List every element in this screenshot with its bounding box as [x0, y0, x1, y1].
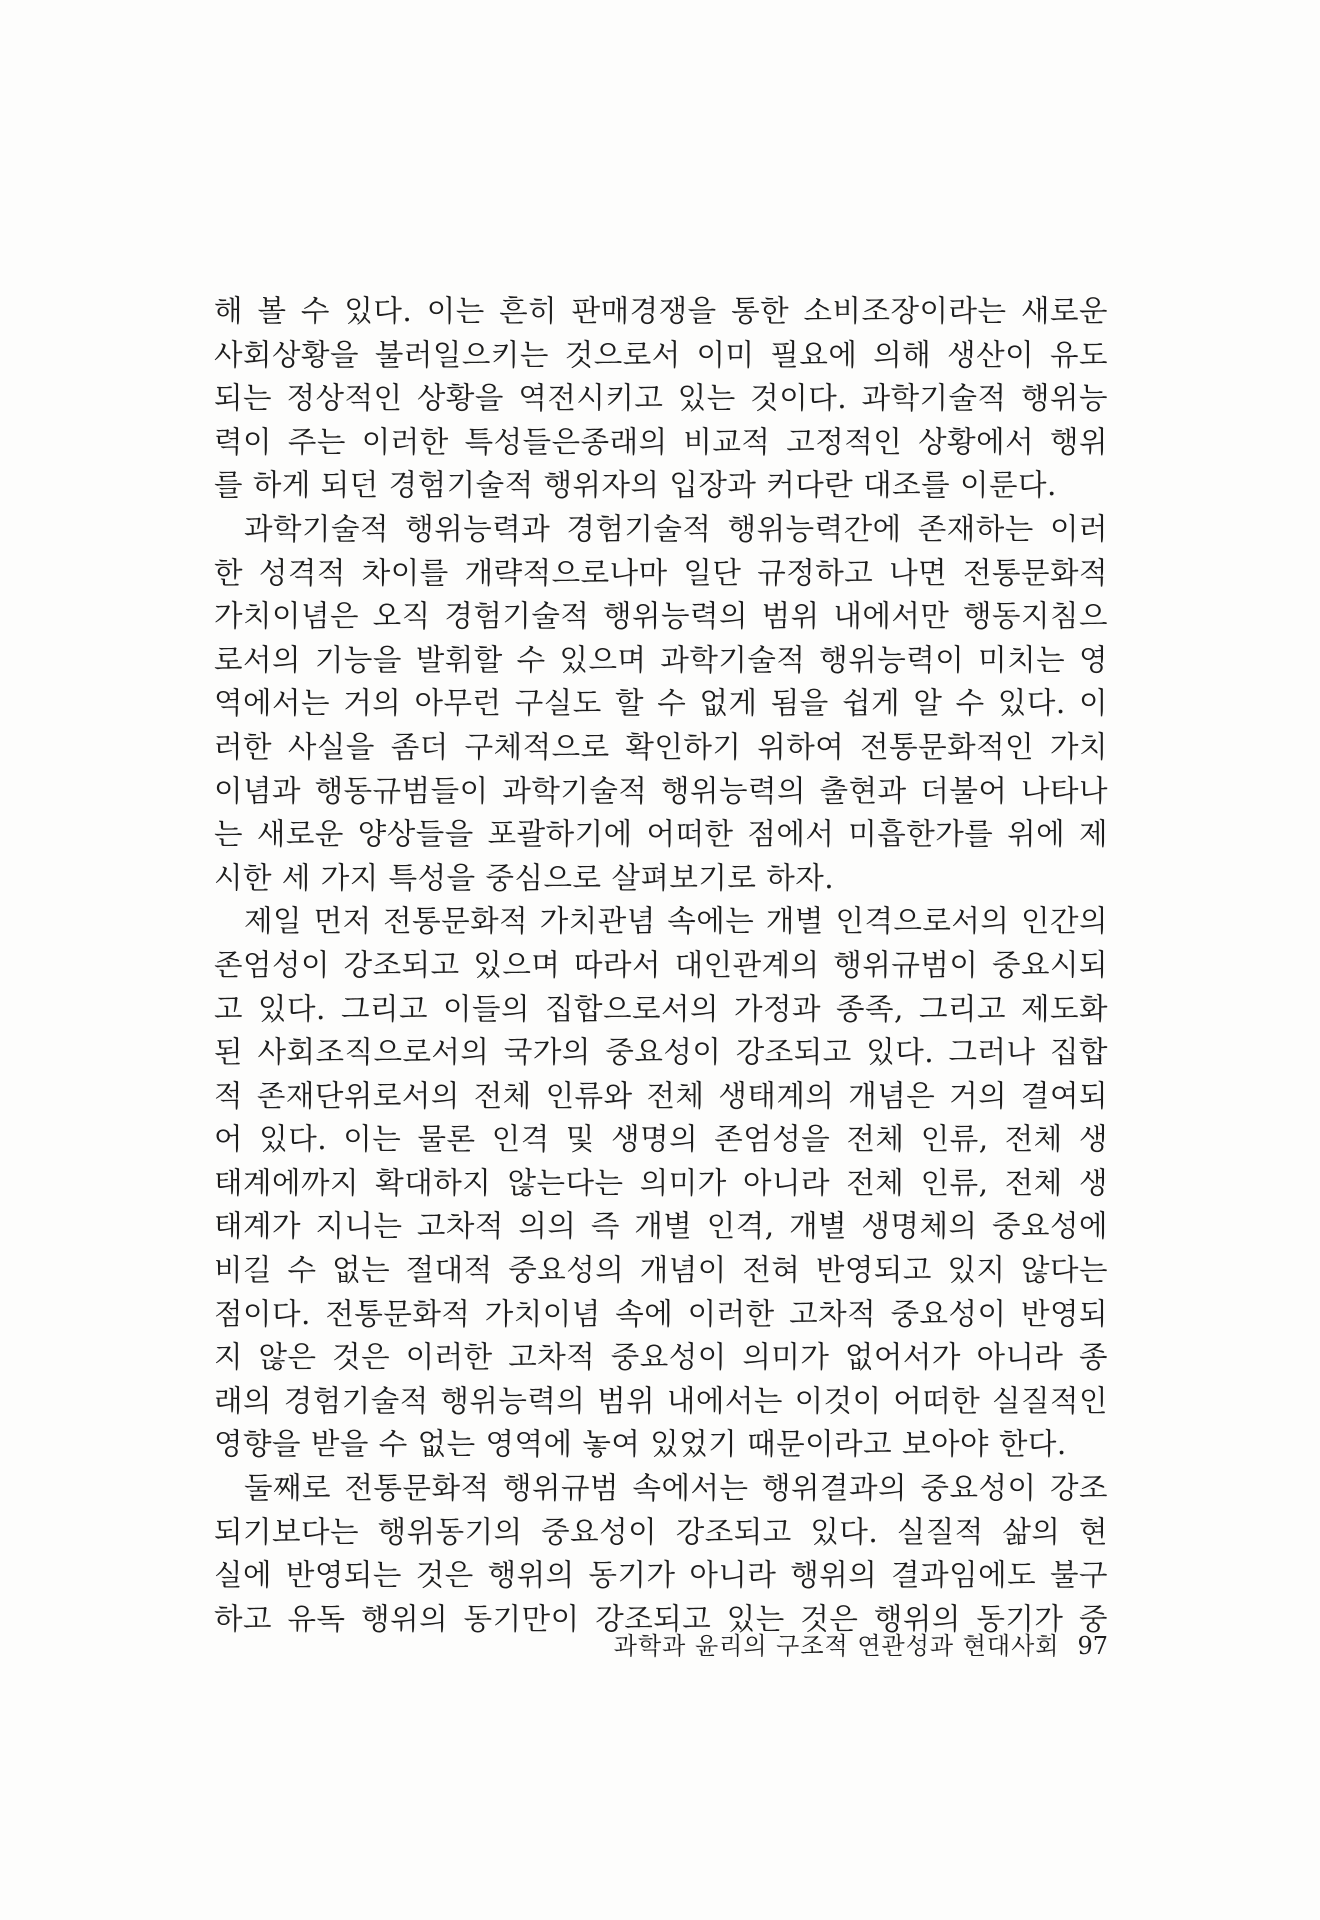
text-line: 사회상황을 불러일으키는 것으로서 이미 필요에 의해 생산이 유도	[214, 337, 1108, 372]
text-line: 고 있다. 그리고 이들의 집합으로서의 가정과 종족, 그리고 제도화	[214, 991, 1108, 1026]
text-line: 되기보다는 행위동기의 중요성이 강조되고 있다. 실질적 삶의 현	[214, 1514, 1108, 1549]
text-line: 존엄성이 강조되고 있으며 따라서 대인관계의 행위규범이 중요시되	[214, 947, 1108, 982]
body-text	[214, 290, 1108, 1641]
text-line: 제일 먼저 전통문화적 가치관념 속에는 개별 인격으로서의 인간의	[244, 904, 1108, 939]
text-line: 태계에까지 확대하지 않는다는 의미가 아니라 전체 인류, 전체 생	[214, 1165, 1108, 1200]
text-line: 둘째로 전통문화적 행위규범 속에서는 행위결과의 중요성이 강조	[244, 1471, 1108, 1506]
text-line: 로서의 기능을 발휘할 수 있으며 과학기술적 행위능력이 미치는 영	[214, 642, 1108, 677]
text-line: 이념과 행동규범들이 과학기술적 행위능력의 출현과 더불어 나타나	[214, 773, 1108, 808]
text-line: 하고 유독 행위의 동기만이 강조되고 있는 것은 행위의 동기가 중	[214, 1601, 1108, 1636]
text-line: 는 새로운 양상들을 포괄하기에 어떠한 점에서 미흡한가를 위에 제	[214, 817, 1108, 852]
text-line: 역에서는 거의 아무런 구실도 할 수 없게 됨을 쉽게 알 수 있다. 이	[214, 686, 1108, 721]
text-line: 래의 경험기술적 행위능력의 범위 내에서는 이것이 어떠한 실질적인	[214, 1383, 1108, 1418]
running-title: 과학과 윤리의 구조적 연관성과 현대사회	[613, 1632, 1060, 1660]
text-line: 태계가 지니는 고차적 의의 즉 개별 인격, 개별 생명체의 중요성에	[214, 1209, 1108, 1244]
text-line: 실에 반영되는 것은 행위의 동기가 아니라 행위의 결과임에도 불구	[214, 1558, 1108, 1593]
text-line: 적 존재단위로서의 전체 인류와 전체 생태계의 개념은 거의 결여되	[214, 1078, 1108, 1113]
text-line: 시한 세 가지 특성을 중심으로 살펴보기로 하자.	[214, 860, 835, 895]
text-line: 해 볼 수 있다. 이는 흔히 판매경쟁을 통한 소비조장이라는 새로운	[214, 294, 1108, 328]
text-line: 된 사회조직으로서의 국가의 중요성이 강조되고 있다. 그러나 집합	[214, 1035, 1108, 1070]
text-line: 를 하게 되던 경험기술적 행위자의 입장과 커다란 대조를 이룬다.	[214, 468, 1057, 503]
text-line: 비길 수 없는 절대적 중요성의 개념이 전혀 반영되고 있지 않다는	[214, 1253, 1108, 1288]
text-line: 영향을 받을 수 없는 영역에 놓여 있었기 때문이라고 보아야 한다.	[214, 1427, 1067, 1462]
text-line: 러한 사실을 좀더 구체적으로 확인하기 위하여 전통문화적인 가치	[214, 729, 1108, 764]
text-line: 어 있다. 이는 물론 인격 및 생명의 존엄성을 전체 인류, 전체 생	[214, 1122, 1108, 1157]
text-line: 되는 정상적인 상황을 역전시키고 있는 것이다. 과학기술적 행위능	[214, 381, 1108, 416]
text-line: 력이 주는 이러한 특성들은종래의 비교적 고정적인 상황에서 행위	[214, 424, 1108, 459]
text-line: 가치이념은 오직 경험기술적 행위능력의 범위 내에서만 행동지침으	[214, 599, 1108, 634]
text-line: 점이다. 전통문화적 가치이념 속에 이러한 고차적 중요성이 반영되	[214, 1296, 1108, 1331]
text-line: 한 성격적 차이를 개략적으로나마 일단 규정하고 나면 전통문화적	[214, 555, 1108, 590]
text-line: 과학기술적 행위능력과 경험기술적 행위능력간에 존재하는 이러	[244, 511, 1108, 546]
page-footer	[540, 1626, 1108, 1666]
page-number: 97	[1077, 1632, 1108, 1660]
text-line: 지 않은 것은 이러한 고차적 중요성이 의미가 없어서가 아니라 종	[214, 1340, 1108, 1375]
